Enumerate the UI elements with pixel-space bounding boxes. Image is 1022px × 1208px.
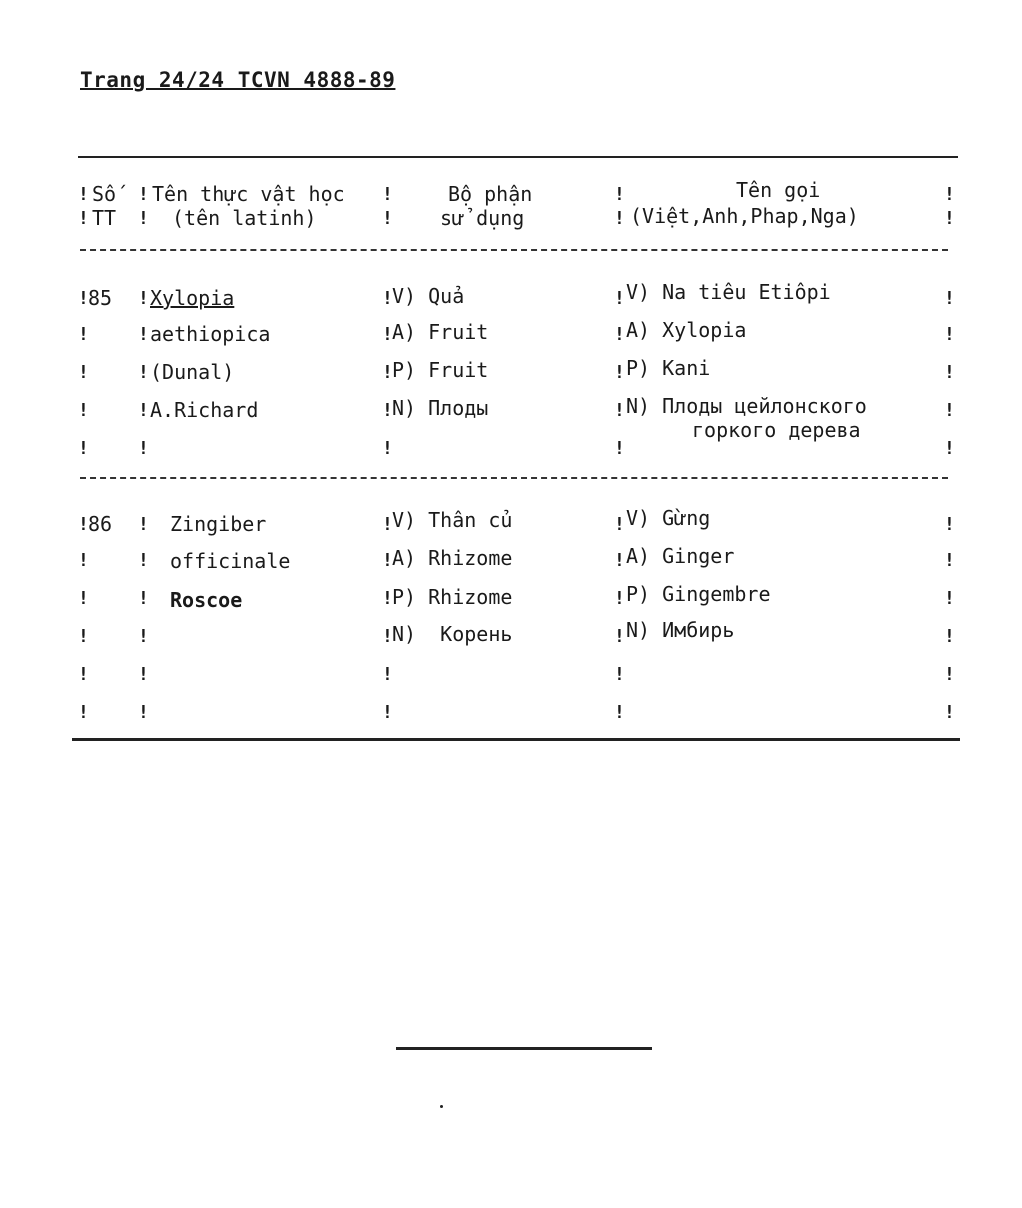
- column-separator-mark: !: [382, 664, 393, 685]
- column-separator-mark: !: [78, 514, 89, 535]
- column-separator-mark: !: [78, 362, 89, 383]
- column-separator-mark: !: [138, 702, 149, 723]
- column-separator-mark: !: [382, 438, 393, 459]
- table-top-rule: [78, 156, 958, 158]
- column-separator-mark: !: [944, 324, 955, 345]
- column-separator-mark: !: [614, 400, 625, 421]
- column-separator-mark: !: [614, 288, 625, 309]
- column-separator-mark: !: [944, 702, 955, 723]
- column-separator-mark: !: [138, 664, 149, 685]
- row-85-latin-1: Xylopia: [150, 286, 235, 310]
- column-separator-mark: !: [138, 438, 149, 459]
- column-separator-mark: !: [78, 702, 89, 723]
- row-85-part-n: N) Плоды: [392, 396, 489, 420]
- row-86-name-a: A) Ginger: [626, 544, 735, 568]
- column-separator-mark: !: [382, 362, 393, 383]
- row-separator: [80, 477, 948, 479]
- column-separator-mark: !: [944, 438, 955, 459]
- column-separator-mark: !: [78, 324, 89, 345]
- column-separator-mark: !: [138, 362, 149, 383]
- row-85-part-p: P) Fruit: [392, 358, 489, 382]
- header-separator: [80, 249, 948, 251]
- row-85-latin-2: aethiopica: [150, 322, 271, 346]
- column-separator-mark: !: [138, 288, 149, 309]
- column-separator-mark: !: [138, 184, 149, 205]
- column-separator-mark: !: [382, 588, 393, 609]
- column-separator-mark: !: [138, 550, 149, 571]
- row-85-name-v: V) Na tiêu Etiôpi: [626, 280, 831, 304]
- column-separator-mark: !: [614, 702, 625, 723]
- row-86-stt: 86: [88, 512, 113, 536]
- column-separator-mark: !: [944, 626, 955, 647]
- header-part-line2: sử dụng: [440, 206, 525, 230]
- row-86-name-p: P) Gingembre: [626, 582, 771, 606]
- column-separator-mark: !: [138, 400, 149, 421]
- column-separator-mark: !: [78, 664, 89, 685]
- row-86-latin-1: Zingiber: [170, 512, 267, 536]
- column-separator-mark: !: [78, 208, 89, 229]
- column-separator-mark: !: [614, 550, 625, 571]
- column-separator-mark: !: [78, 184, 89, 205]
- header-name-line2: (Việt,Anh,Phap,Nga): [630, 204, 859, 228]
- column-separator-mark: !: [138, 324, 149, 345]
- table-bottom-rule: [72, 738, 960, 741]
- column-separator-mark: !: [944, 550, 955, 571]
- header-stt-line1: Số: [92, 182, 117, 206]
- row-86-part-v: V) Thân củ: [392, 508, 513, 532]
- column-separator-mark: !: [138, 626, 149, 647]
- column-separator-mark: !: [78, 588, 89, 609]
- column-separator-mark: !: [944, 588, 955, 609]
- column-separator-mark: !: [944, 400, 955, 421]
- column-separator-mark: !: [382, 550, 393, 571]
- row-86-name-v: V) Gừng: [626, 506, 711, 530]
- column-separator-mark: !: [614, 362, 625, 383]
- row-86-part-n: N) Корень: [392, 622, 513, 646]
- column-separator-mark: !: [78, 626, 89, 647]
- footer-rule: [396, 1047, 652, 1050]
- row-85-name-a: A) Xylopia: [626, 318, 747, 342]
- column-separator-mark: !: [138, 208, 149, 229]
- column-separator-mark: !: [382, 208, 393, 229]
- column-separator-mark: !: [382, 626, 393, 647]
- column-separator-mark: !: [138, 588, 149, 609]
- row-85-latin-3: (Dunal): [150, 360, 235, 384]
- column-separator-mark: !: [382, 324, 393, 345]
- column-separator-mark: !: [78, 288, 89, 309]
- column-separator-mark: !: [382, 288, 393, 309]
- header-latin-line1: Tên thực vật học: [152, 182, 345, 206]
- column-separator-mark: !: [382, 514, 393, 535]
- row-86-part-a: A) Rhizome: [392, 546, 513, 570]
- column-separator-mark: !: [614, 208, 625, 229]
- footer-dot: [440, 1105, 443, 1108]
- column-separator-mark: !: [382, 184, 393, 205]
- column-separator-mark: !: [614, 184, 625, 205]
- column-separator-mark: !: [614, 664, 625, 685]
- column-separator-mark: !: [944, 184, 955, 205]
- column-separator-mark: !: [944, 288, 955, 309]
- column-separator-mark: !: [944, 664, 955, 685]
- column-separator-mark: !: [382, 702, 393, 723]
- column-separator-mark: !: [78, 400, 89, 421]
- column-separator-mark: !: [614, 626, 625, 647]
- column-separator-mark: !: [614, 438, 625, 459]
- column-separator-mark: !: [944, 514, 955, 535]
- header-stt-line2: TT: [92, 206, 117, 230]
- column-separator-mark: !: [944, 362, 955, 383]
- header-latin-line2: (tên latinh): [172, 206, 317, 230]
- column-separator-mark: !: [78, 550, 89, 571]
- column-separator-mark: !: [138, 514, 149, 535]
- column-separator-mark: !: [78, 438, 89, 459]
- row-86-latin-3: Roscoe: [170, 588, 243, 612]
- row-85-stt: 85: [88, 286, 113, 310]
- row-86-latin-2: officinale: [170, 549, 291, 573]
- column-separator-mark: !: [382, 400, 393, 421]
- row-85-part-a: A) Fruit: [392, 320, 489, 344]
- row-85-part-v: V) Quả: [392, 284, 465, 308]
- page-header: Trang 24/24 TCVN 4888-89: [80, 68, 396, 92]
- row-86-name-n: N) Имбирь: [626, 618, 735, 642]
- header-part-line1: Bộ phận: [448, 182, 533, 206]
- column-separator-mark: !: [614, 588, 625, 609]
- row-86-part-p: P) Rhizome: [392, 585, 513, 609]
- row-85-latin-4: A.Richard: [150, 398, 259, 422]
- row-85-name-n-cont: горкого дерева: [692, 418, 861, 442]
- column-separator-mark: !: [944, 208, 955, 229]
- header-name-line1: Tên gọi: [736, 178, 821, 202]
- row-85-name-n: N) Плоды цейлонского: [626, 394, 867, 418]
- row-85-name-p: P) Kani: [626, 356, 711, 380]
- column-separator-mark: !: [614, 514, 625, 535]
- column-separator-mark: !: [614, 324, 625, 345]
